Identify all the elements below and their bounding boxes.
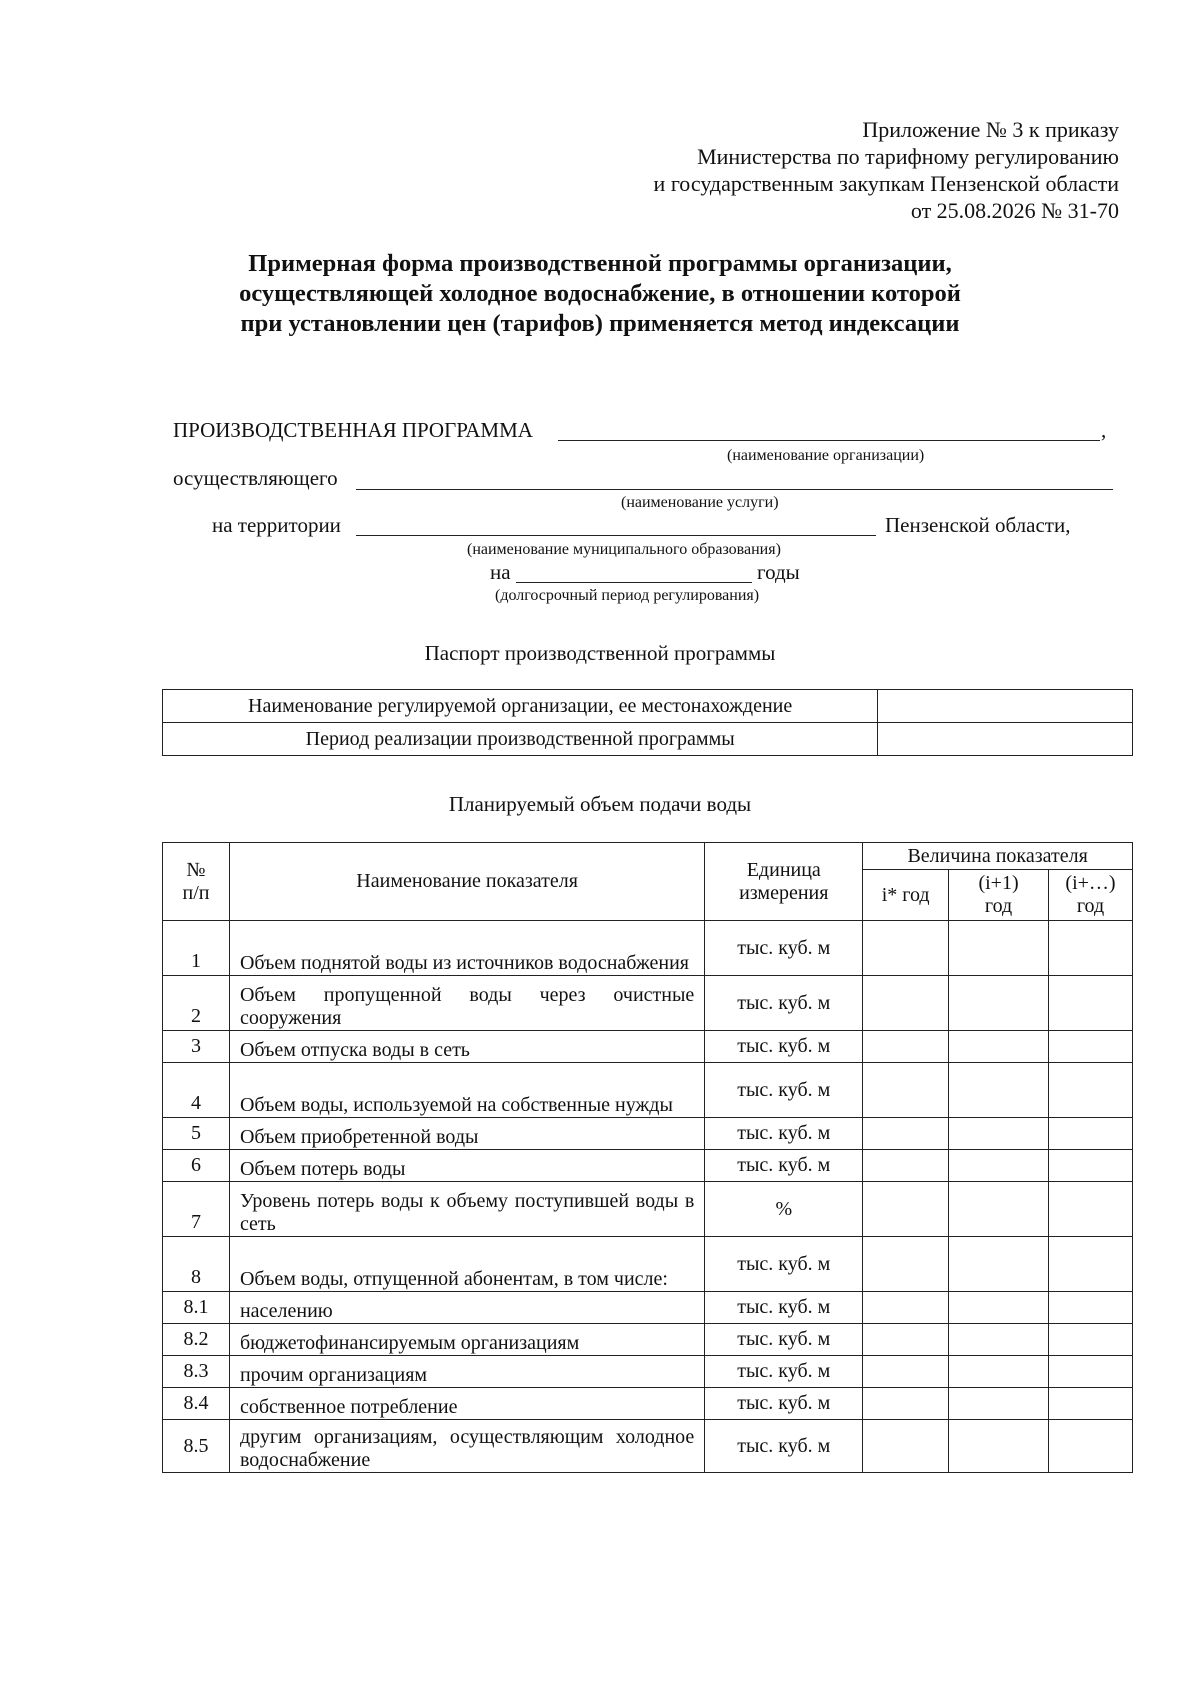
- passport-row-value[interactable]: [878, 723, 1133, 756]
- row-value-year-i-plus-n[interactable]: [1048, 1324, 1132, 1356]
- row-value-year-i-plus-n[interactable]: [1048, 976, 1132, 1031]
- years-label: годы: [757, 560, 800, 584]
- territory-label: на территории: [212, 513, 341, 537]
- table-row: [163, 921, 1133, 976]
- title-line: при установлении цен (тарифов) применяется метод индексации: [240, 310, 960, 337]
- row-unit: тыс. куб. м: [705, 921, 863, 976]
- passport-row-label: Наименование регулируемой организации, ее местонахождение: [163, 690, 878, 723]
- row-value-year-i-plus-n[interactable]: [1048, 1118, 1132, 1150]
- row-unit: тыс. куб. м: [705, 1031, 863, 1063]
- row-unit: тыс. куб. м: [705, 1118, 863, 1150]
- row-value-year-i-plus-1[interactable]: [949, 1420, 1049, 1473]
- row-value-year-i[interactable]: [863, 1150, 949, 1182]
- row-unit: тыс. куб. м: [705, 1237, 863, 1292]
- row-value-year-i[interactable]: [863, 921, 949, 976]
- row-value-year-i-plus-1[interactable]: [949, 1237, 1049, 1292]
- row-value-year-i[interactable]: [863, 1118, 949, 1150]
- service-name-hint: (наименование услуги): [621, 494, 779, 511]
- organization-name-hint: (наименование организации): [727, 447, 925, 464]
- row-value-year-i[interactable]: [863, 976, 949, 1031]
- row-value-year-i[interactable]: [863, 1182, 949, 1237]
- row-number: 1: [163, 921, 230, 976]
- row-indicator: Объем приобретенной воды: [229, 1118, 704, 1150]
- row-value-year-i-plus-n[interactable]: [1048, 1420, 1132, 1473]
- row-indicator: прочим организациям: [229, 1356, 704, 1388]
- row-value-year-i-plus-1[interactable]: [949, 1063, 1049, 1118]
- header-indicator-value: Величина показателя: [863, 843, 1133, 870]
- appendix-line: и государственным закупкам Пензенской области: [653, 171, 1119, 196]
- table-row: [163, 1324, 1133, 1356]
- regulation-period-field[interactable]: [516, 582, 752, 583]
- performing-label: осуществляющего: [173, 466, 338, 490]
- row-value-year-i-plus-n[interactable]: [1048, 1182, 1132, 1237]
- header-indicator-name: Наименование показателя: [229, 843, 704, 921]
- row-unit: тыс. куб. м: [705, 1388, 863, 1420]
- table-row: [163, 976, 1133, 1031]
- region-suffix: Пензенской области,: [885, 513, 1071, 537]
- municipality-name-hint: (наименование муниципального образования): [467, 541, 781, 558]
- row-indicator: Объем воды, отпущенной абонентам, в том числе:: [229, 1237, 704, 1292]
- plan-table: [162, 842, 1133, 1473]
- row-indicator: Объем поднятой воды из источников водоснабжения: [229, 921, 704, 976]
- title-line: осуществляющей холодное водоснабжение, в отношении которой: [239, 280, 961, 307]
- row-indicator: Уровень потерь воды к объему поступившей воды в сеть: [229, 1182, 704, 1237]
- row-number: 8.5: [163, 1420, 230, 1473]
- row-number: 8.2: [163, 1324, 230, 1356]
- row-indicator: собственное потребление: [229, 1388, 704, 1420]
- passport-row-label: Период реализации производственной программы: [163, 723, 878, 756]
- row-value-year-i-plus-1[interactable]: [949, 1031, 1049, 1063]
- table-row: [163, 1356, 1133, 1388]
- appendix-line: Приложение № 3 к приказу: [862, 117, 1119, 142]
- title-line: Примерная форма производственной программы организации,: [248, 250, 952, 277]
- appendix-reference: [654, 116, 1119, 224]
- plan-title: Планируемый объем подачи воды: [448, 792, 752, 816]
- row-indicator: другим организациям, осуществляющим холодное водоснабжение: [229, 1420, 704, 1473]
- row-value-year-i-plus-n[interactable]: [1048, 1150, 1132, 1182]
- row-value-year-i-plus-1[interactable]: [949, 1150, 1049, 1182]
- appendix-order-date: от 25.08.2026 № 31-70: [910, 198, 1119, 223]
- table-row: [163, 1292, 1133, 1324]
- row-value-year-i[interactable]: [863, 1063, 949, 1118]
- table-row: [163, 1031, 1133, 1063]
- passport-row-value[interactable]: [878, 690, 1133, 723]
- passport-table: [162, 689, 1133, 756]
- row-value-year-i[interactable]: [863, 1420, 949, 1473]
- header-number: № п/п: [163, 843, 230, 921]
- row-value-year-i[interactable]: [863, 1292, 949, 1324]
- row-value-year-i-plus-n[interactable]: [1048, 921, 1132, 976]
- row-number: 2: [163, 976, 230, 1031]
- header-unit: Единица измерения: [705, 843, 863, 921]
- regulation-period-hint: (долгосрочный период регулирования): [495, 587, 760, 604]
- row-unit: тыс. куб. м: [705, 1356, 863, 1388]
- table-row: [163, 1420, 1133, 1473]
- table-row: [163, 1182, 1133, 1237]
- row-number: 4: [163, 1063, 230, 1118]
- row-value-year-i[interactable]: [863, 1031, 949, 1063]
- row-value-year-i-plus-1[interactable]: [949, 1356, 1049, 1388]
- row-value-year-i[interactable]: [863, 1388, 949, 1420]
- row-number: 3: [163, 1031, 230, 1063]
- row-value-year-i-plus-1[interactable]: [949, 1118, 1049, 1150]
- header-year-i-plus-n: (i+…) год: [1048, 870, 1132, 921]
- organization-name-field[interactable]: [558, 440, 1100, 441]
- row-value-year-i-plus-1[interactable]: [949, 1388, 1049, 1420]
- row-value-year-i-plus-n[interactable]: [1048, 1237, 1132, 1292]
- table-row: [163, 1237, 1133, 1292]
- appendix-line: Министерства по тарифному регулированию: [697, 144, 1119, 169]
- row-indicator: Объем пропущенной воды через очистные сооружения: [229, 976, 704, 1031]
- row-indicator: Объем воды, используемой на собственные нужды: [229, 1063, 704, 1118]
- passport-row: [163, 690, 1133, 723]
- row-indicator: Объем отпуска воды в сеть: [229, 1031, 704, 1063]
- program-label: ПРОИЗВОДСТВЕННАЯ ПРОГРАММА: [173, 418, 533, 442]
- row-value-year-i-plus-n[interactable]: [1048, 1292, 1132, 1324]
- row-number: 5: [163, 1118, 230, 1150]
- passport-row: [163, 723, 1133, 756]
- program-comma: ,: [1101, 418, 1107, 442]
- row-unit: тыс. куб. м: [705, 976, 863, 1031]
- row-value-year-i-plus-1[interactable]: [949, 1292, 1049, 1324]
- row-unit: тыс. куб. м: [705, 1420, 863, 1473]
- header-year-i: i* год: [863, 870, 949, 921]
- table-row: [163, 1063, 1133, 1118]
- table-row: [163, 1388, 1133, 1420]
- row-value-year-i[interactable]: [863, 1324, 949, 1356]
- row-unit: тыс. куб. м: [705, 1292, 863, 1324]
- row-value-year-i[interactable]: [863, 1237, 949, 1292]
- row-value-year-i[interactable]: [863, 1356, 949, 1388]
- municipality-name-field[interactable]: [356, 535, 876, 536]
- document-title: [0, 249, 1200, 339]
- row-unit: тыс. куб. м: [705, 1150, 863, 1182]
- row-number: 8.3: [163, 1356, 230, 1388]
- row-indicator: бюджетофинансируемым организациям: [229, 1324, 704, 1356]
- row-value-year-i-plus-1[interactable]: [949, 1324, 1049, 1356]
- row-value-year-i-plus-n[interactable]: [1048, 1063, 1132, 1118]
- passport-title: Паспорт производственной программы: [424, 641, 776, 665]
- row-number: 8.4: [163, 1388, 230, 1420]
- row-number: 7: [163, 1182, 230, 1237]
- service-name-field[interactable]: [356, 489, 1113, 490]
- row-number: 8.1: [163, 1292, 230, 1324]
- table-row: [163, 1150, 1133, 1182]
- table-row: [163, 1118, 1133, 1150]
- row-unit: %: [705, 1182, 863, 1237]
- header-year-i-plus-1: (i+1) год: [949, 870, 1049, 921]
- row-unit: тыс. куб. м: [705, 1063, 863, 1118]
- row-indicator: населению: [229, 1292, 704, 1324]
- row-value-year-i-plus-n[interactable]: [1048, 1356, 1132, 1388]
- row-number: 6: [163, 1150, 230, 1182]
- row-value-year-i-plus-1[interactable]: [949, 921, 1049, 976]
- row-value-year-i-plus-1[interactable]: [949, 976, 1049, 1031]
- row-value-year-i-plus-n[interactable]: [1048, 1031, 1132, 1063]
- row-number: 8: [163, 1237, 230, 1292]
- row-unit: тыс. куб. м: [705, 1324, 863, 1356]
- row-value-year-i-plus-1[interactable]: [949, 1182, 1049, 1237]
- row-value-year-i-plus-n[interactable]: [1048, 1388, 1132, 1420]
- row-indicator: Объем потерь воды: [229, 1150, 704, 1182]
- for-label: на: [490, 560, 511, 584]
